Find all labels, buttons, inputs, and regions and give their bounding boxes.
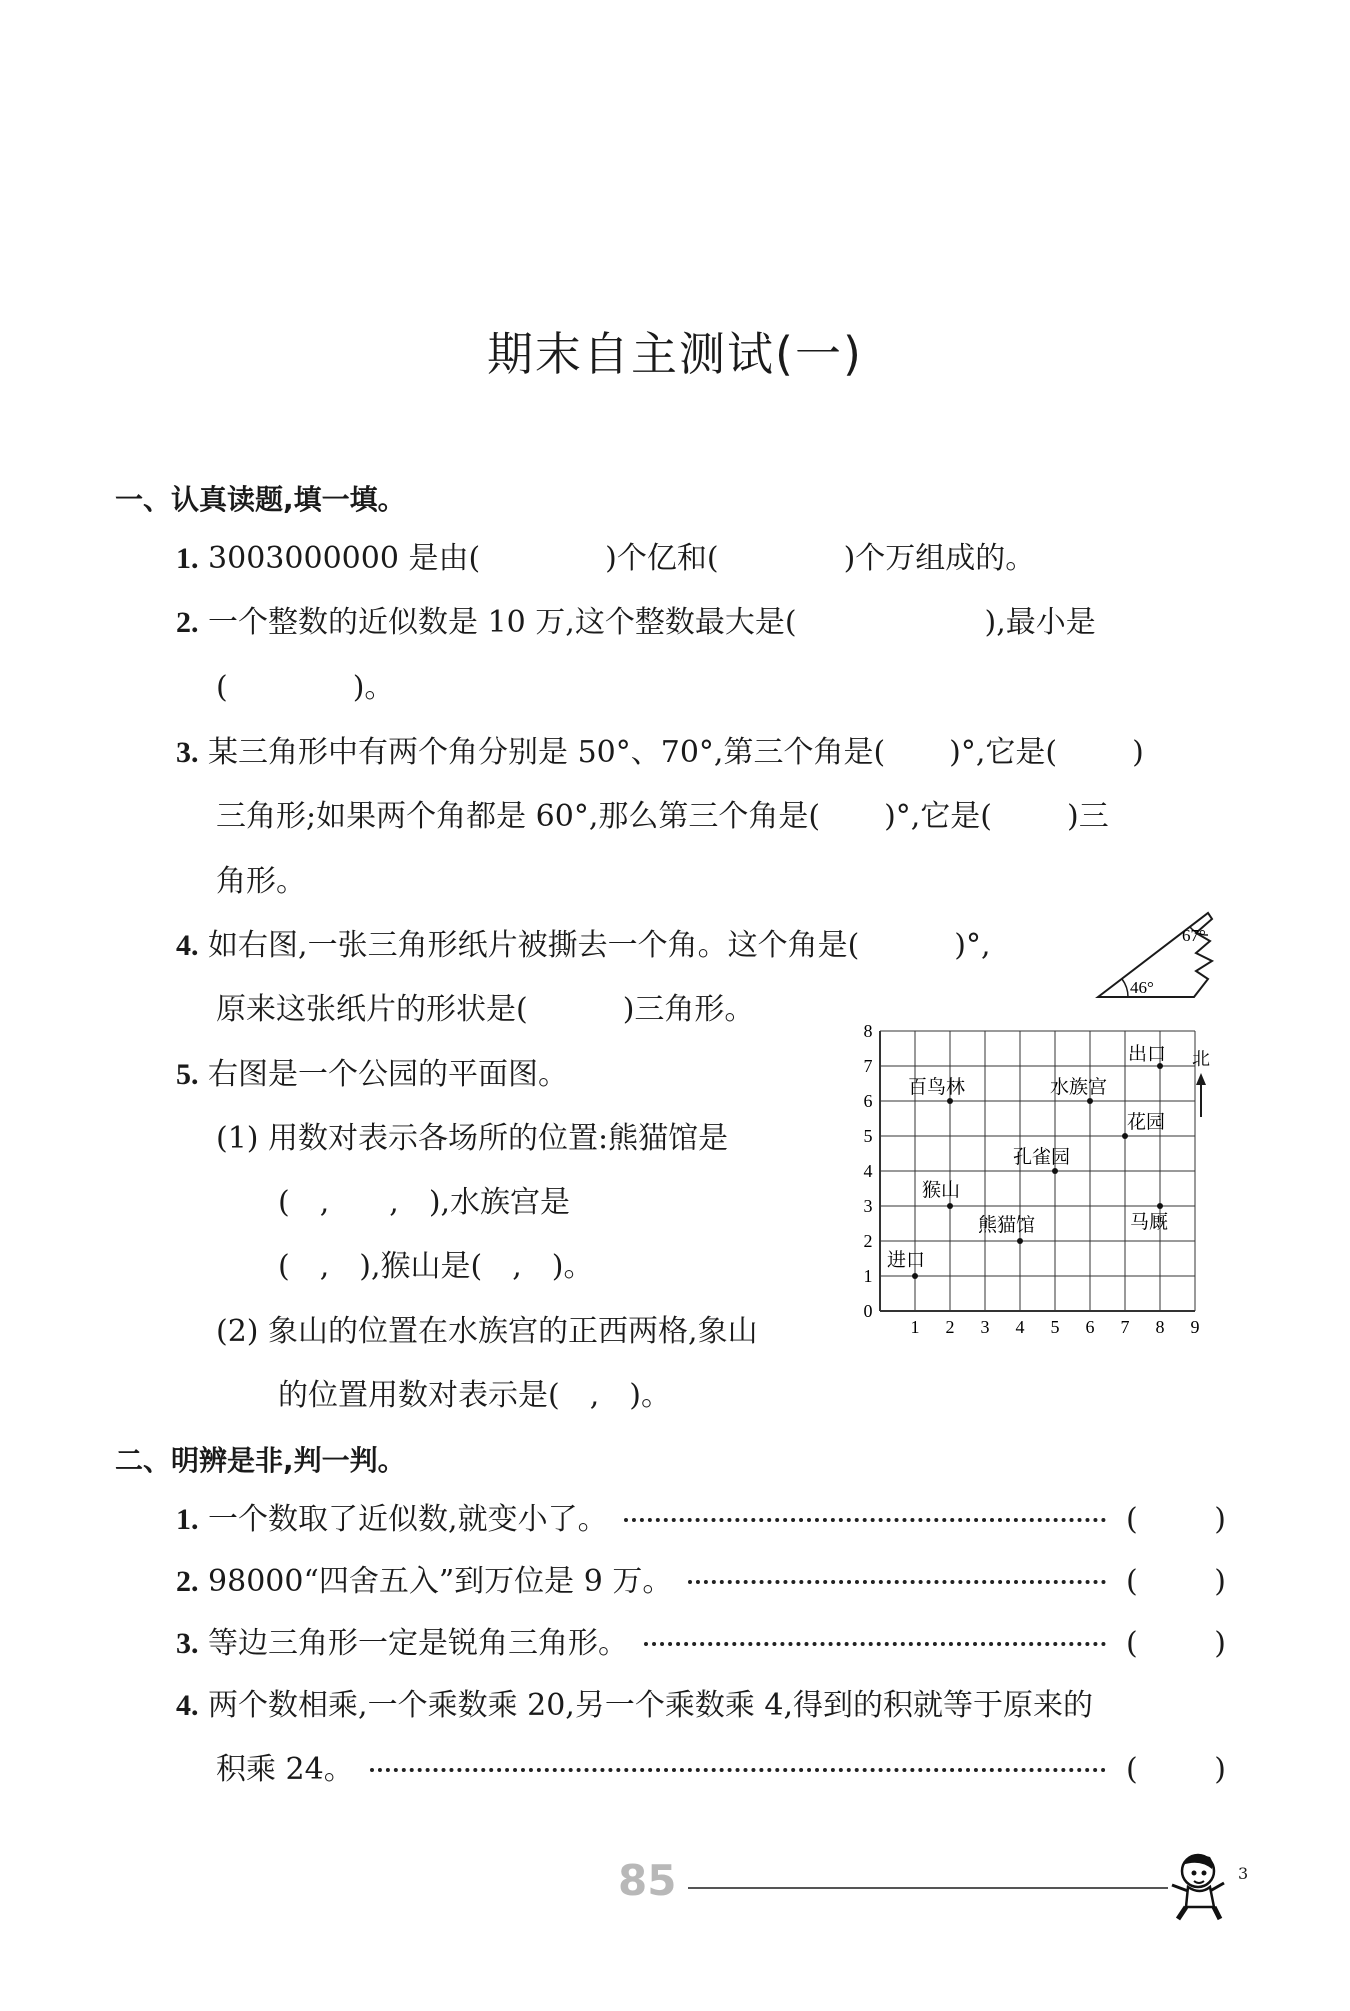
question-text: 98000“四舍五入”到万位是 9 万。 (208, 1564, 673, 1599)
question-text: )°, (954, 928, 991, 963)
question-number: 3. (176, 736, 199, 769)
dotted-leader (624, 1518, 1106, 1522)
corner-mark: 3 (1238, 1864, 1249, 1883)
paren-close: ) (1214, 1564, 1226, 1599)
question-text: , (319, 1185, 330, 1220)
paren-close: ) (1214, 1752, 1226, 1787)
question-text: ) (1132, 735, 1144, 770)
question-text: 积乘 24。 (216, 1752, 354, 1787)
answer-paren[interactable] (1126, 1562, 1226, 1602)
x-tick-label: 3 (980, 1317, 990, 1337)
x-tick-label: 4 (1015, 1317, 1025, 1337)
x-tick-label: 2 (945, 1317, 955, 1337)
question-1-5-part1-line1 (216, 1119, 728, 1159)
question-text: 三角形;如果两个角都是 60°,那么第三个角是( (216, 799, 821, 834)
question-text: 某三角形中有两个角分别是 50°、70°,第三个角是( (208, 735, 886, 770)
question-1-3-line2 (216, 797, 1109, 837)
question-text: ),猴山是( (359, 1249, 483, 1284)
x-tick-label: 7 (1120, 1317, 1130, 1337)
place-point (947, 1203, 953, 1209)
section-1-heading: 一、认真读题,填一填。 (115, 483, 406, 516)
question-1-5-part1-line3 (278, 1247, 593, 1287)
park-grid-map (840, 1021, 1220, 1345)
question-number: 4. (176, 929, 199, 962)
place-point (1122, 1133, 1128, 1139)
answer-paren[interactable] (1126, 1624, 1226, 1664)
x-tick-label: 1 (910, 1317, 920, 1337)
question-1-3-line1 (176, 733, 1144, 773)
question-text: )。 (629, 1378, 671, 1413)
question-1-5-part2-line2 (278, 1376, 671, 1416)
dotted-leader (688, 1580, 1106, 1584)
paren-open: ( (1126, 1502, 1138, 1537)
question-text: , (389, 1185, 399, 1220)
question-number: 4. (176, 1689, 199, 1722)
place-label: 猴山 (922, 1180, 961, 1201)
question-1-2-line1 (176, 603, 1096, 643)
north-arrow-head (1196, 1073, 1206, 1085)
question-text: ),水族宫是 (428, 1185, 571, 1220)
question-1-5-intro (176, 1055, 568, 1095)
north-label: 北 (1192, 1049, 1210, 1069)
paren-open: ( (1126, 1564, 1138, 1599)
part-number: (1) (216, 1121, 259, 1156)
question-text: , (319, 1249, 330, 1284)
judge-item-3 (176, 1624, 1226, 1664)
question-text: 如右图,一张三角形纸片被撕去一个角。这个角是( (208, 928, 860, 963)
question-text: )°,它是( (884, 799, 993, 834)
y-tick-label: 2 (863, 1231, 873, 1251)
judge-item-1 (176, 1500, 1226, 1540)
question-number: 2. (176, 1565, 199, 1598)
place-label: 熊猫馆 (978, 1215, 1036, 1236)
dotted-leader (370, 1768, 1106, 1772)
x-tick-label: 9 (1190, 1317, 1200, 1337)
question-number: 5. (176, 1058, 199, 1091)
question-number: 2. (176, 606, 199, 639)
y-tick-label: 1 (863, 1266, 873, 1286)
place-label: 孔雀园 (1013, 1147, 1071, 1168)
question-text: 右图是一个公园的平面图。 (208, 1057, 569, 1092)
question-1-4-line2 (216, 990, 754, 1030)
question-1-3-line3: 角形。 (216, 864, 306, 899)
question-text: )。 (551, 1249, 594, 1284)
paren-close: ) (1214, 1502, 1226, 1537)
x-tick-label: 8 (1155, 1317, 1165, 1337)
grid-places (887, 1043, 1168, 1279)
place-label: 百鸟林 (908, 1077, 966, 1098)
place-label: 出口 (1128, 1044, 1167, 1065)
question-1-5-part1-line2 (278, 1183, 570, 1223)
question-text: 原来这张纸片的形状是( (216, 992, 528, 1027)
question-text: 象山的位置在水族宫的正西两格,象山 (268, 1314, 758, 1349)
place-point (912, 1273, 918, 1279)
place-label: 进口 (887, 1250, 926, 1271)
question-text: )个万组成的。 (843, 541, 1036, 576)
angle-label-top: 67° (1182, 926, 1206, 945)
judge-item-4-line1 (176, 1686, 1093, 1726)
question-number: 1. (176, 1503, 199, 1536)
question-text: )三角形。 (622, 992, 755, 1027)
question-text: 一个数取了近似数,就变小了。 (208, 1502, 608, 1537)
question-text: ( (278, 1249, 290, 1284)
cartoon-mascot-icon (1160, 1845, 1240, 1925)
paren-open: ( (1126, 1752, 1138, 1787)
angle-label-left: 46° (1130, 978, 1154, 997)
angle-arc-left (1122, 979, 1128, 997)
answer-paren[interactable] (1126, 1500, 1226, 1540)
place-point (1017, 1238, 1023, 1244)
x-tick-label: 0 (863, 1301, 873, 1321)
grid-tick-labels (864, 1021, 1200, 1337)
question-text: 的位置用数对表示是( (278, 1378, 560, 1413)
place-point (1087, 1098, 1093, 1104)
judge-item-2 (176, 1562, 1226, 1602)
x-tick-label: 6 (1085, 1317, 1095, 1337)
question-1-2-line2 (216, 668, 394, 708)
question-text: ( (216, 670, 228, 705)
footer-rule (688, 1887, 1168, 1889)
question-text: 两个数相乘,一个乘数乘 20,另一个乘数乘 4,得到的积就等于原来的 (208, 1688, 1093, 1723)
question-text: )个亿和( (605, 541, 719, 576)
question-text: ( (278, 1185, 290, 1220)
question-1-4-line1 (176, 926, 991, 966)
page-title: 期末自主测试(一) (487, 327, 863, 381)
torn-triangle-figure (1090, 905, 1240, 1005)
y-tick-label: 3 (863, 1196, 873, 1216)
place-label: 花园 (1127, 1112, 1166, 1133)
y-tick-label: 4 (863, 1161, 873, 1181)
place-point (1157, 1203, 1163, 1209)
question-text: 3003000000 是由( (208, 541, 481, 576)
question-number: 1. (176, 542, 199, 575)
place-label: 水族宫 (1050, 1077, 1108, 1098)
page-number: 85 (618, 1856, 677, 1905)
grid-lines (880, 1031, 1195, 1311)
dotted-leader (644, 1642, 1106, 1646)
y-tick-label: 5 (863, 1126, 873, 1146)
question-text: , (512, 1249, 522, 1284)
paren-close: ) (1214, 1626, 1226, 1661)
place-point (1052, 1168, 1058, 1174)
question-text: )三 (1067, 799, 1109, 834)
place-label: 马厩 (1130, 1212, 1169, 1233)
question-text: )°,它是( (949, 735, 1058, 770)
paren-open: ( (1126, 1626, 1138, 1661)
judge-item-4-line2 (216, 1750, 1226, 1790)
question-text: )。 (352, 670, 395, 705)
answer-paren[interactable] (1126, 1750, 1226, 1790)
question-text: 用数对表示各场所的位置:熊猫馆是 (268, 1121, 729, 1156)
x-tick-label: 5 (1050, 1317, 1060, 1337)
question-text: , (589, 1378, 600, 1413)
question-text: ),最小是 (984, 605, 1096, 640)
question-1-1 (176, 539, 1035, 579)
question-number: 3. (176, 1627, 199, 1660)
question-text: 一个整数的近似数是 10 万,这个整数最大是( (208, 605, 797, 640)
question-text: 等边三角形一定是锐角三角形。 (208, 1626, 629, 1661)
y-tick-label: 7 (863, 1056, 873, 1076)
y-tick-label: 6 (863, 1091, 873, 1111)
place-point (947, 1098, 953, 1104)
part-number: (2) (216, 1314, 259, 1349)
question-1-5-part2-line1 (216, 1312, 758, 1352)
section-2-heading: 二、明辨是非,判一判。 (115, 1444, 406, 1477)
y-tick-label: 8 (863, 1021, 873, 1041)
